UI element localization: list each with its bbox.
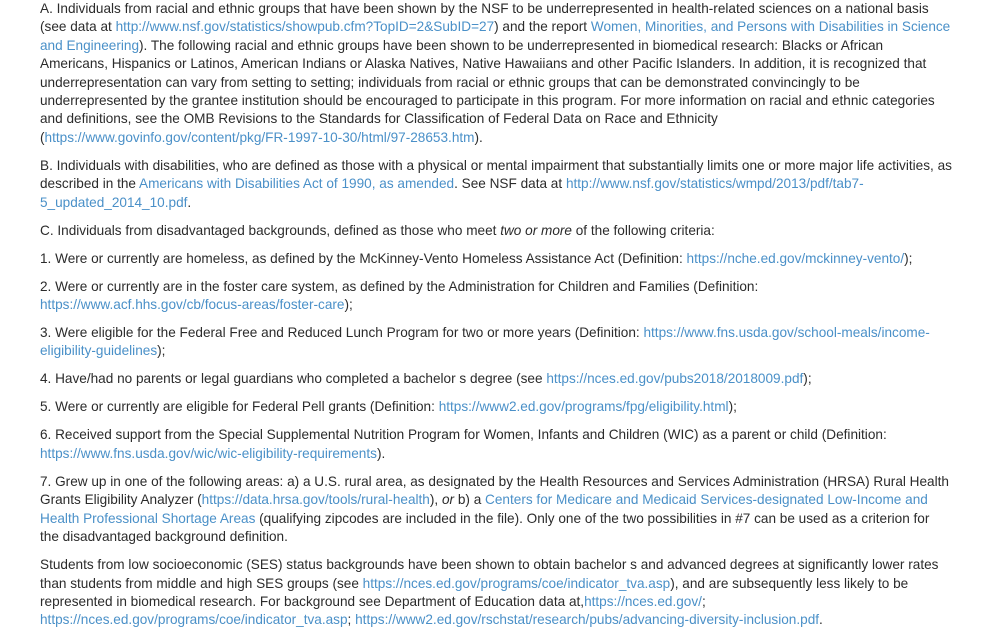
criterion-1-homeless: 1. Were or currently are homeless, as defined by the McKinney-Vento Homeless Assistance Act (Definition: https://nche.ed.gov/mckinney-vento/); <box>40 250 913 266</box>
link-nces-indicator-tva-2[interactable]: https://nces.ed.gov/programs/coe/indicator_tva.asp <box>40 612 348 628</box>
criterion-3-free-lunch: 3. Were eligible for the Federal Free and Reduced Lunch Program for two or more years (Definition: https://www.fns.usda.gov/school-meals/income-eligibility-guidelines); <box>40 325 930 359</box>
paragraph-a-racial-ethnic-groups: A. Individuals from racial and ethnic groups that have been shown by the NSF to be underrepresented in health-related sciences on a national basis (see data at http://www.nsf.gov/statistics/showpub.cfm?TopID=2&SubID=27) and the report Women, Minorities, and Persons with Disabilities in Science and Engineering). The following racial and ethnic groups have been shown to be underrepresented in biomedical research: Blacks or African Americans, Hispanics or Latinos, American Indians or Alaska Natives, Native Hawaiians and other Pacific Islanders. In addition, it is recognized that underrepresentation can vary from setting to setting; individuals from racial or ethnic groups that can be demonstrated convincingly to be underrepresented by the grantee institution should be encouraged to participate in this program. For more information on racial and ethnic categories and definitions, see the OMB Revisions to the Standards for Classification of Federal Data on Race and Ethnicity (https://www.govinfo.gov/content/pkg/FR-1997-10-30/html/97-28653.htm). <box>40 1 951 145</box>
link-women-minorities-report[interactable]: Women, Minorities, and Persons with Disabilities in Science and Engineering <box>40 19 951 53</box>
link-nces-pubs2018[interactable]: https://nces.ed.gov/pubs2018/2018009.pdf <box>546 371 804 387</box>
link-nces-home[interactable]: https://nces.ed.gov/ <box>584 593 702 609</box>
link-nsf-showpub[interactable]: http://www.nsf.gov/statistics/showpub.cfm?TopID=2&SubID=27 <box>115 19 495 35</box>
link-nche-mckinney-vento[interactable]: https://nche.ed.gov/mckinney-vento/ <box>686 250 905 266</box>
criterion-4-bachelor-degree: 4. Have/had no parents or legal guardians who completed a bachelor s degree (see https://nces.ed.gov/pubs2018/2018009.pdf); <box>40 371 812 387</box>
criterion-6-wic: 6. Received support from the Special Supplemental Nutrition Program for Women, Infants and Children (WIC) as a parent or child (Definition: https://www.fns.usda.gov/wic/wic-eligibility-requirements). <box>40 427 887 461</box>
paragraph-c-disadvantaged: C. Individuals from disadvantaged backgrounds, defined as those who meet two or more of the following criteria: <box>40 222 715 238</box>
criterion-2-foster-care: 2. Were or currently are in the foster care system, as defined by the Administration for Children and Families (Definition: https://www.acf.hhs.gov/cb/focus-areas/foster-care); <box>40 278 759 313</box>
document-body <box>40 0 952 639</box>
link-ed-diversity-inclusion-pdf[interactable]: https://www2.ed.gov/rschstat/research/pubs/advancing-diversity-inclusion.pdf <box>355 612 820 628</box>
link-ed-fpg-eligibility[interactable]: https://www2.ed.gov/programs/fpg/eligibility.html <box>438 399 729 415</box>
link-ada-1990[interactable]: Americans with Disabilities Act of 1990, as amended <box>139 176 455 192</box>
link-nces-indicator-tva-1[interactable]: https://nces.ed.gov/programs/coe/indicator_tva.asp <box>362 575 671 591</box>
link-fns-wic-eligibility[interactable]: https://www.fns.usda.gov/wic/wic-eligibility-requirements <box>40 445 377 461</box>
link-nsf-wmpd-pdf[interactable]: http://www.nsf.gov/statistics/wmpd/2013/pdf/tab7-5_updated_2014_10.pdf <box>40 176 864 210</box>
link-govinfo-fr-1997[interactable]: https://www.govinfo.gov/content/pkg/FR-1997-10-30/html/97-28653.htm <box>44 129 475 145</box>
paragraph-ses-backgrounds: Students from low socioeconomic (SES) status backgrounds have been shown to obtain bachelor s and advanced degrees at significantly lower rates than students from middle and high SES groups (see https://nces.ed.gov/programs/coe/indicator_tva.asp), and are subsequently less likely to be represented in biomedical research. For background see Department of Education data at,https://nces.ed.gov/; https://nces.ed.gov/programs/coe/indicator_tva.asp; https://www2.ed.gov/rschstat/research/pubs/advancing-diversity-inclusion.pdf. <box>40 557 939 628</box>
criterion-7-rural-area: 7. Grew up in one of the following areas: a) a U.S. rural area, as designated by the Health Resources and Services Administration (HRSA) Rural Health Grants Eligibility Analyzer (https://data.hrsa.gov/tools/rural-health), or b) a Centers for Medicare and Medicaid Services-designated Low-Income and Health Professional Shortage Areas (qualifying zipcodes are included in the file). Only one of the two possibilities in #7 can be used as a criterion for the disadvantaged background definition. <box>40 473 949 545</box>
link-fns-school-meals[interactable]: https://www.fns.usda.gov/school-meals/income-eligibility-guidelines <box>40 325 930 359</box>
link-cms-shortage-areas[interactable]: Centers for Medicare and Medicaid Services-designated Low-Income and Health Professional Shortage Areas <box>40 492 928 526</box>
link-acf-foster-care[interactable]: https://www.acf.hhs.gov/cb/focus-areas/foster-care <box>40 297 345 313</box>
link-hrsa-rural-health[interactable]: https://data.hrsa.gov/tools/rural-health <box>201 492 430 508</box>
paragraph-b-disabilities: B. Individuals with disabilities, who are defined as those with a physical or mental impairment that substantially limits one or more major life activities, as described in the Americans with Disabilities Act of 1990, as amended. See NSF data at http://www.nsf.gov/statistics/wmpd/2013/pdf/tab7-5_updated_2014_10.pdf. <box>40 157 952 210</box>
criterion-5-pell-grants: 5. Were or currently are eligible for Federal Pell grants (Definition: https://www2.ed.gov/programs/fpg/eligibility.html); <box>40 399 737 415</box>
